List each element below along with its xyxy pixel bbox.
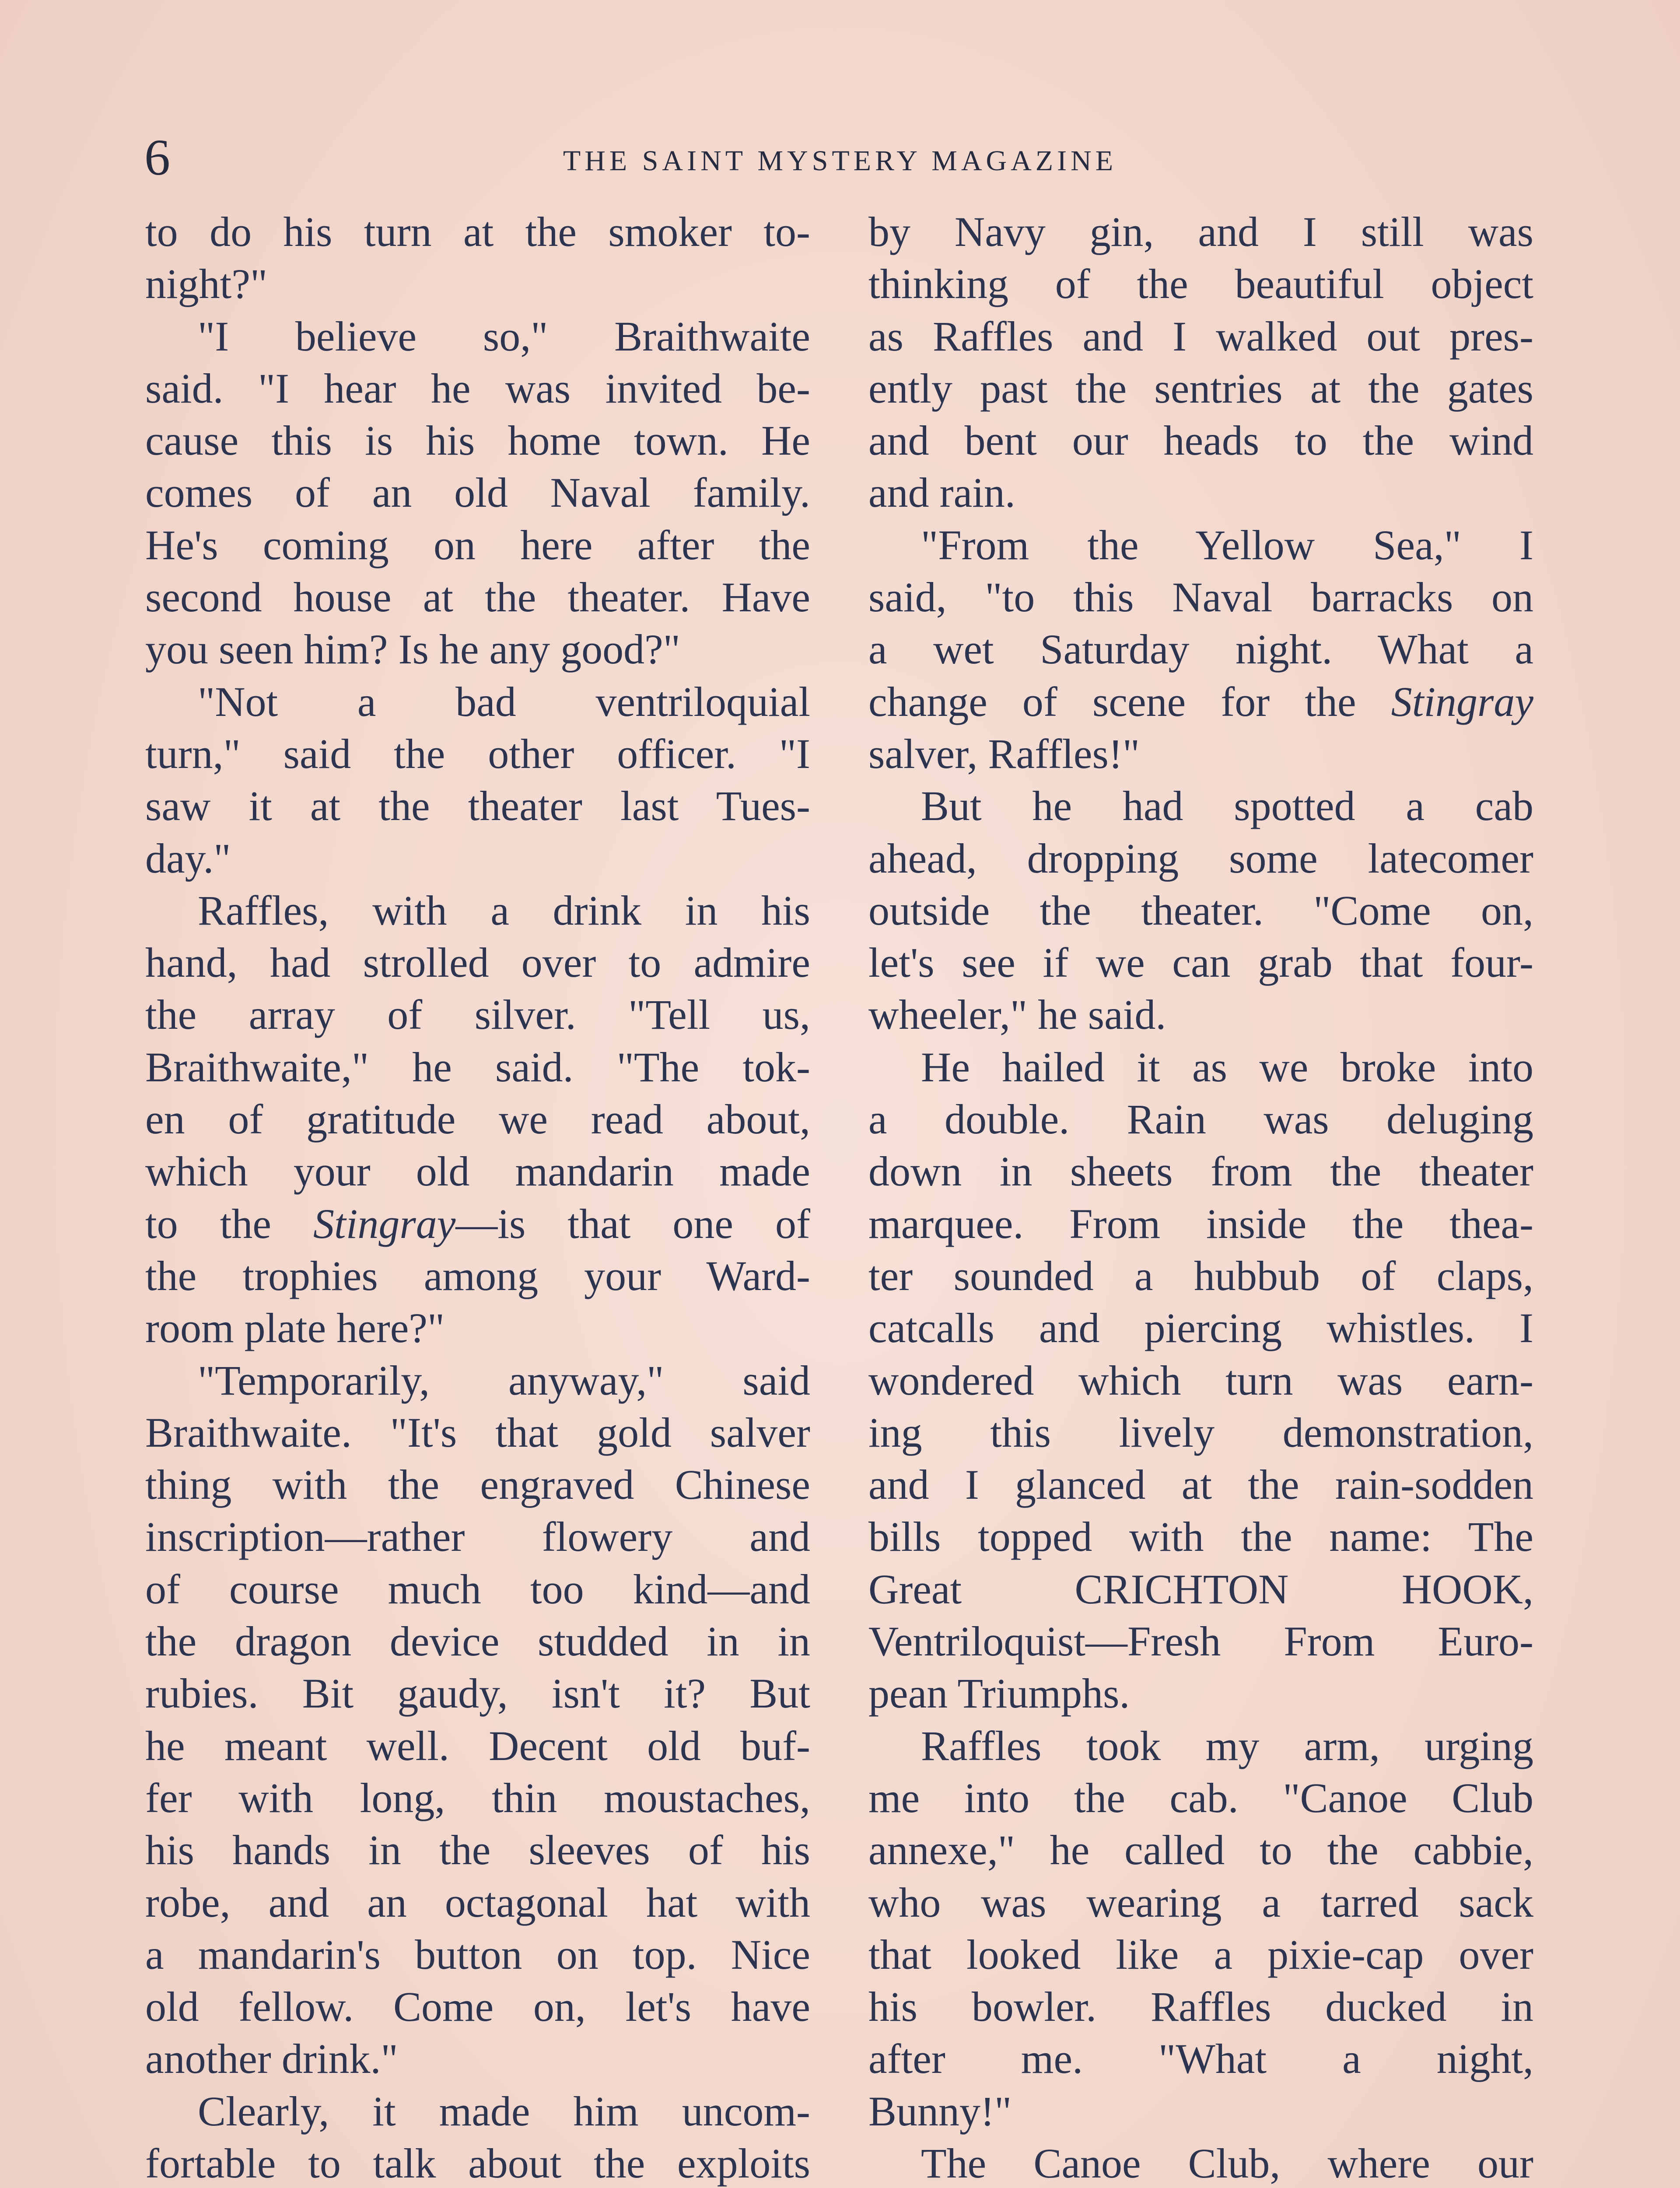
text-line: room plate here?" [145, 1304, 445, 1352]
text-line: me into the cab. "Canoe Club [868, 1774, 1533, 1821]
text-line: a mandarin's button on top. Nice [145, 1931, 810, 1978]
paragraph [145, 206, 810, 310]
text-line: night?" [145, 260, 268, 308]
paragraph [868, 206, 1533, 519]
paragraph [145, 1354, 810, 2085]
text-line: He's coming on here after the [145, 521, 810, 568]
paragraph [868, 519, 1533, 780]
text-line: Bunny!" [868, 2087, 1012, 2135]
text-line: outside the theater. "Come on, [868, 887, 1533, 934]
text-line: "From the Yellow Sea," I [921, 521, 1533, 568]
text-line: salver, Raffles!" [868, 730, 1140, 777]
text-line: hand, had strolled over to admire [145, 939, 810, 986]
text-line: wondered which turn was earn- [868, 1357, 1533, 1404]
text-line: down in sheets from the theater [868, 1148, 1533, 1195]
text-line: by Navy gin, and I still was [868, 208, 1533, 255]
page-number: 6 [144, 129, 170, 186]
text-line: said, "to this Naval barracks on [868, 574, 1533, 621]
text-line: let's see if we can grab that four- [868, 939, 1533, 986]
text-line: ently past the sentries at the gates [868, 365, 1533, 412]
text-line: and rain. [868, 469, 1015, 516]
text-line: and bent our heads to the wind [868, 417, 1533, 464]
text-line: the trophies among your Ward- [145, 1252, 810, 1299]
text-line: Braithwaite. "It's that gold salver [145, 1409, 810, 1456]
text-line: a wet Saturday night. What a [868, 626, 1533, 673]
text-line: turn," said the other officer. "I [145, 730, 810, 777]
text-line: his hands in the sleeves of his [145, 1827, 810, 1874]
paragraph [868, 1041, 1533, 1720]
paragraph [145, 676, 810, 884]
text-line: Clearly, it made him uncom- [198, 2087, 810, 2135]
right-text-column [868, 206, 1533, 2188]
text-line: pean Triumphs. [868, 1670, 1130, 1717]
text-line: wheeler," he said. [868, 991, 1166, 1038]
text-line: that looked like a pixie-cap over [868, 1931, 1533, 1978]
text-line: "I believe so," Braithwaite [198, 312, 810, 360]
text-line: "Not a bad ventriloquial [198, 678, 810, 725]
text-line: to the Stingray—is that one of [145, 1200, 811, 1247]
text-line: marquee. From inside the thea- [868, 1200, 1533, 1247]
text-line: who was wearing a tarred sack [868, 1879, 1533, 1926]
text-line: rubies. Bit gaudy, isn't it? But [145, 1670, 810, 1717]
page-header [144, 127, 1536, 193]
text-line: inscription—rather flowery and [145, 1513, 810, 1560]
text-line: cause this is his home town. He [145, 417, 810, 464]
text-line: you seen him? Is he any good?" [145, 626, 680, 673]
text-line: en of gratitude we read about, [145, 1096, 810, 1143]
running-head: THE SAINT MYSTERY MAGAZINE [563, 145, 1117, 177]
text-line: which your old mandarin made [145, 1148, 810, 1195]
text-line: saw it at the theater last Tues- [145, 782, 810, 830]
text-line: He hailed it as we broke into [921, 1043, 1533, 1090]
text-line: thing with the engraved Chinese [145, 1461, 810, 1508]
text-line: Raffles, with a drink in his [198, 887, 810, 934]
text-line: thinking of the beautiful object [868, 260, 1533, 308]
text-line: catcalls and piercing whistles. I [868, 1304, 1533, 1352]
text-line: robe, and an octagonal hat with [145, 1879, 810, 1926]
text-line: ter sounded a hubbub of claps, [868, 1252, 1533, 1299]
text-line: ing this lively demonstration, [868, 1409, 1533, 1456]
text-line: fortable to talk about the exploits [145, 2139, 810, 2187]
text-line: fer with long, thin moustaches, [145, 1774, 810, 1821]
text-line: his bowler. Raffles ducked in [868, 1983, 1533, 2030]
text-line: he meant well. Decent old buf- [145, 1722, 810, 1769]
text-line: another drink." [145, 2035, 398, 2083]
text-line: after me. "What a night, [868, 2035, 1533, 2083]
text-line: annexe," he called to the cabbie, [868, 1827, 1533, 1874]
paragraph [868, 2137, 1533, 2188]
text-line: as Raffles and I walked out pres- [868, 312, 1533, 360]
left-text-column [145, 206, 810, 2188]
paragraph [868, 780, 1533, 1041]
text-line: second house at the theater. Have [145, 574, 810, 621]
text-line: bills topped with the name: The [868, 1513, 1533, 1560]
text-line: to do his turn at the smoker to- [145, 208, 810, 255]
paragraph [868, 1720, 1533, 2137]
text-line: Ventriloquist—Fresh From Euro- [868, 1618, 1533, 1665]
text-line: said. "I hear he was invited be- [145, 365, 810, 412]
text-line: the dragon device studded in in [145, 1618, 810, 1665]
text-line: Braithwaite," he said. "The tok- [145, 1043, 810, 1090]
text-line: The Canoe Club, where our [921, 2139, 1533, 2187]
text-line: comes of an old Naval family. [145, 469, 810, 516]
text-line: the array of silver. "Tell us, [145, 991, 810, 1038]
text-line: of course much too kind—and [145, 1565, 810, 1613]
paragraph [145, 884, 810, 1354]
text-line: a double. Rain was deluging [868, 1096, 1533, 1143]
text-line: "Temporarily, anyway," said [198, 1357, 810, 1404]
text-line: and I glanced at the rain-sodden [868, 1461, 1533, 1508]
text-line: ahead, dropping some latecomer [868, 835, 1533, 882]
paragraph [145, 2085, 810, 2188]
text-line: Raffles took my arm, urging [921, 1722, 1533, 1769]
text-line: change of scene for the Stingray [868, 678, 1533, 725]
text-line: old fellow. Come on, let's have [145, 1983, 810, 2030]
paragraph [145, 310, 810, 676]
text-line: Great CRICHTON HOOK, [868, 1565, 1533, 1613]
text-line: But he had spotted a cab [921, 782, 1533, 830]
text-line: day." [145, 835, 231, 882]
